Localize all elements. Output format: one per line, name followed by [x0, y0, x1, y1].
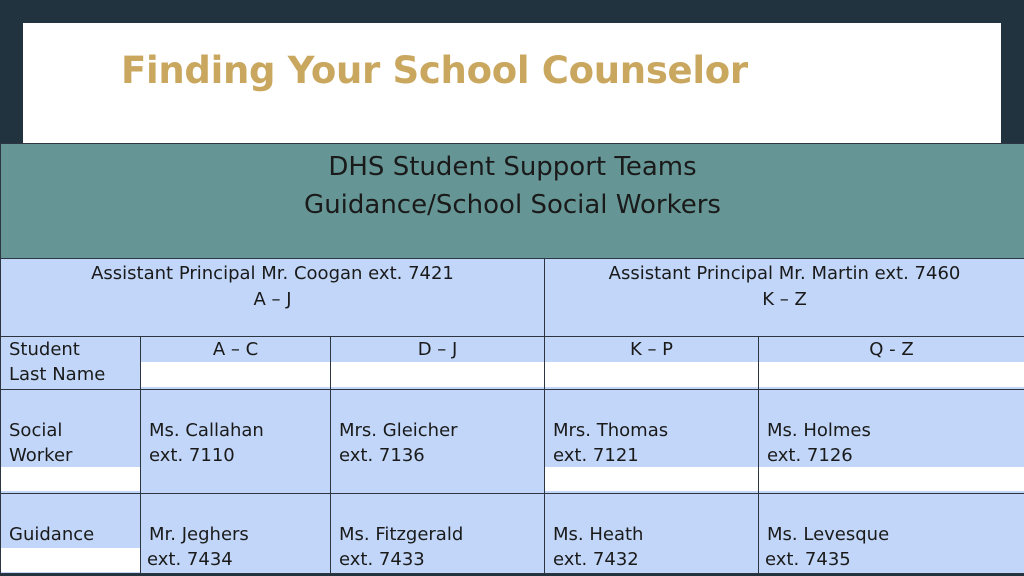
row-label-social-worker — [1, 390, 141, 494]
table-heading — [1, 144, 1024, 259]
range-label: A – C — [212, 339, 259, 360]
blank-strip — [1, 548, 140, 572]
assistant-principal-name: Assistant Principal Mr. Martin ext. 7460 — [608, 263, 961, 284]
social-worker-cell — [759, 390, 1024, 494]
row-label-line-1: Social — [9, 420, 63, 441]
guidance-cell — [141, 494, 331, 574]
assistant-principal-row — [1, 259, 1024, 337]
last-name-row — [1, 337, 1024, 390]
row-label-line-2: Worker — [9, 445, 73, 466]
guidance-cell — [331, 494, 545, 574]
table-heading-row — [1, 144, 1024, 259]
staff-extension: ext. 7432 — [553, 549, 639, 570]
blank-strip — [141, 362, 330, 387]
range-label: K – P — [629, 339, 674, 360]
range-label: Q - Z — [869, 339, 914, 360]
social-worker-cell — [141, 390, 331, 494]
blank-strip — [331, 362, 544, 387]
assistant-principal-range: K – Z — [762, 289, 807, 310]
table-heading-line-2: Guidance/School Social Workers — [304, 190, 721, 220]
staff-extension: ext. 7110 — [149, 445, 235, 466]
social-worker-row — [1, 390, 1024, 494]
staff-name: Mrs. Thomas — [553, 420, 669, 441]
support-team-table-wrapper — [0, 143, 1024, 576]
support-team-table — [0, 143, 1024, 574]
range-cell — [759, 337, 1024, 390]
row-label-line-1: Guidance — [9, 524, 95, 545]
staff-extension: ext. 7434 — [147, 549, 233, 570]
range-cell — [141, 337, 331, 390]
staff-name: Ms. Fitzgerald — [339, 524, 464, 545]
blank-strip — [545, 362, 758, 387]
blank-strip — [759, 467, 1024, 491]
assistant-principal-range: A – J — [253, 289, 292, 310]
staff-extension: ext. 7121 — [553, 445, 639, 466]
row-label-line-2: Last Name — [9, 364, 106, 385]
range-label: D – J — [417, 339, 458, 360]
staff-name: Ms. Callahan — [149, 420, 264, 441]
guidance-row — [1, 494, 1024, 574]
assistant-principal-coogan — [1, 259, 545, 337]
row-label-guidance — [1, 494, 141, 574]
staff-name: Mrs. Gleicher — [339, 420, 458, 441]
row-label-last-name — [1, 337, 141, 390]
title-card — [23, 23, 1001, 153]
table-heading-line-1: DHS Student Support Teams — [328, 152, 697, 182]
staff-extension: ext. 7433 — [339, 549, 425, 570]
social-worker-cell — [331, 390, 545, 494]
assistant-principal-martin — [545, 259, 1024, 337]
blank-strip — [759, 362, 1024, 387]
guidance-cell — [759, 494, 1024, 574]
range-cell — [331, 337, 545, 390]
staff-name: Ms. Levesque — [767, 524, 890, 545]
range-cell — [545, 337, 759, 390]
staff-name: Ms. Holmes — [767, 420, 871, 441]
blank-strip — [545, 467, 758, 491]
assistant-principal-name: Assistant Principal Mr. Coogan ext. 7421 — [91, 263, 454, 284]
staff-name: Ms. Heath — [553, 524, 644, 545]
staff-extension: ext. 7136 — [339, 445, 425, 466]
staff-extension: ext. 7435 — [765, 549, 851, 570]
social-worker-cell — [545, 390, 759, 494]
slide-title: Finding Your School Counselor — [121, 49, 748, 92]
row-label-line-1: Student — [9, 339, 80, 360]
staff-extension: ext. 7126 — [767, 445, 853, 466]
staff-name: Mr. Jeghers — [149, 524, 249, 545]
guidance-cell — [545, 494, 759, 574]
blank-strip — [1, 467, 140, 491]
